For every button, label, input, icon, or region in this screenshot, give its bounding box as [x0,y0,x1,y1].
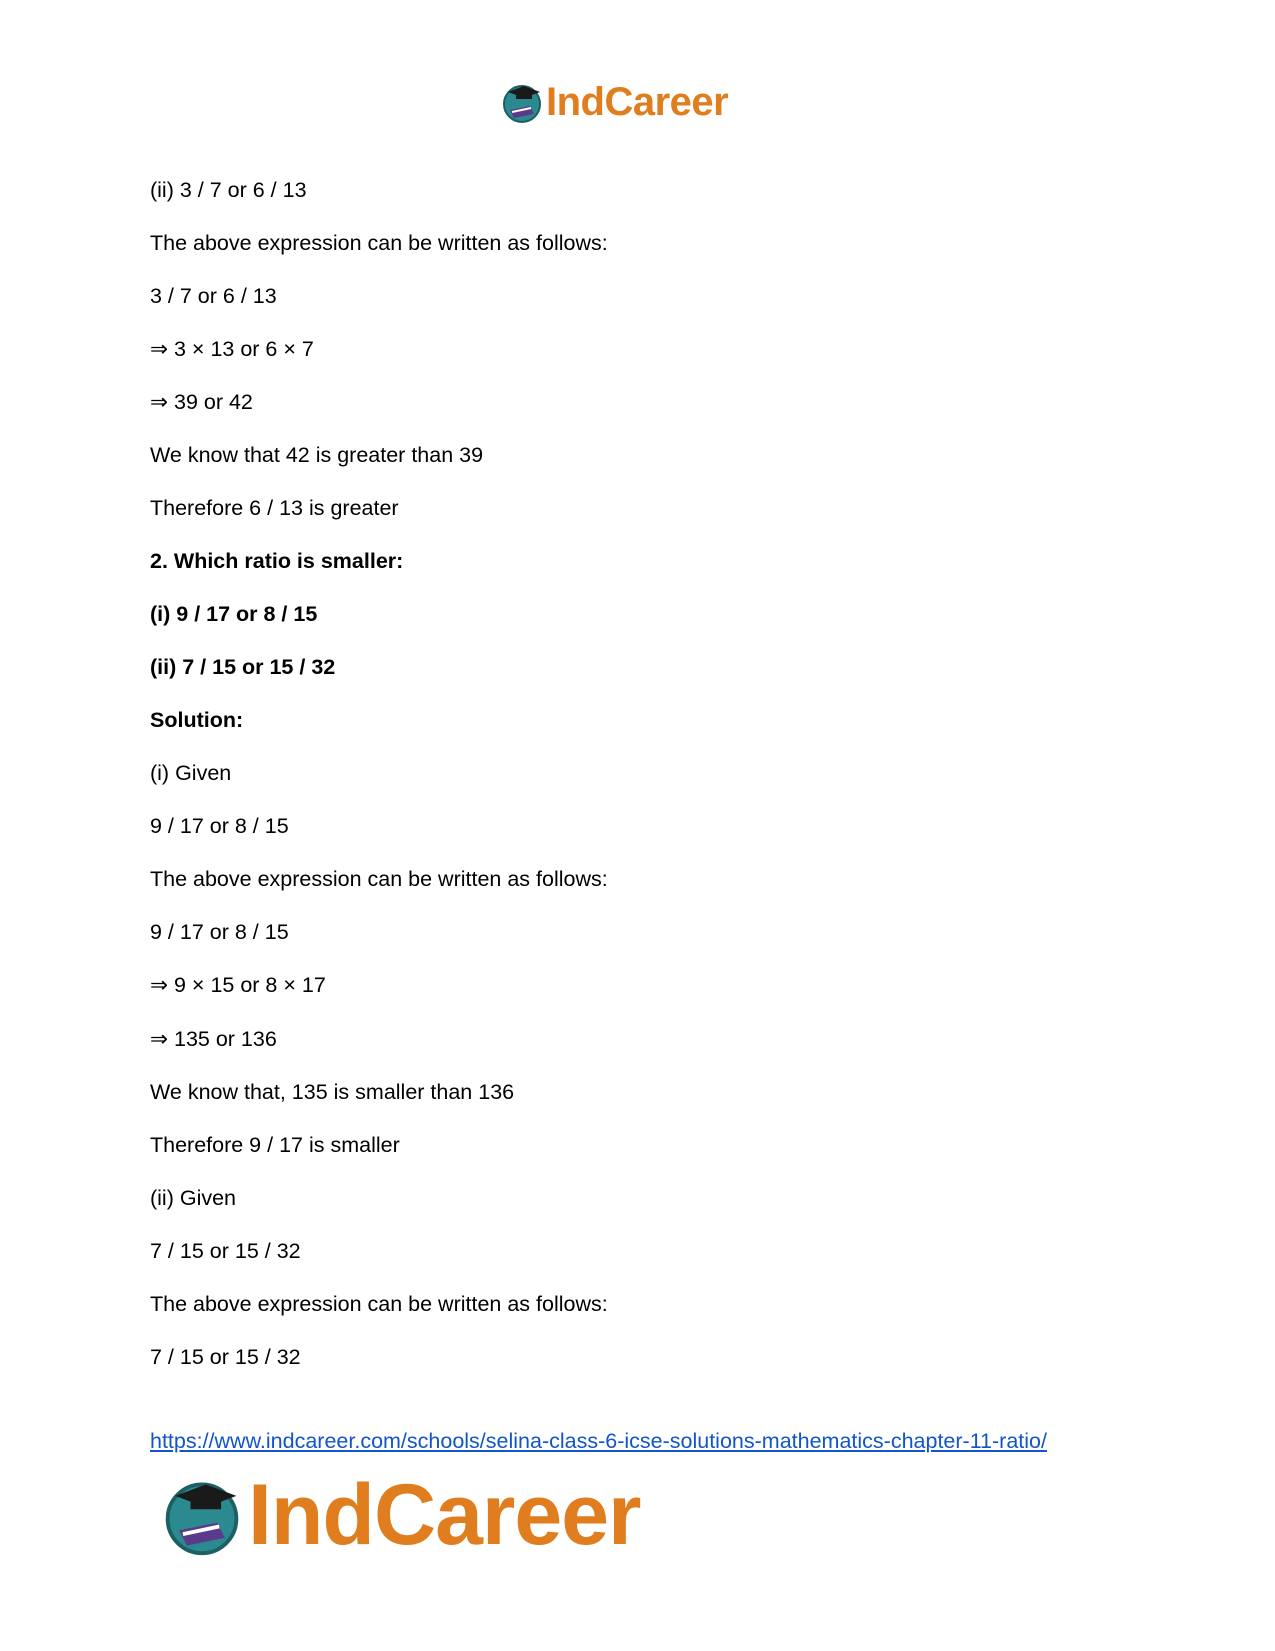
text-line: 9 / 17 or 8 / 15 [150,920,289,944]
question-heading: 2. Which ratio is smaller: [150,549,404,573]
question-part: (i) 9 / 17 or 8 / 15 [150,602,318,626]
text-line: The above expression can be written as follows: [150,1292,608,1316]
solution-heading: Solution: [150,708,244,732]
text-line: 9 / 17 or 8 / 15 [150,814,289,838]
text-line: We know that 42 is greater than 39 [150,443,484,467]
text-line: ⇒ 135 or 136 [150,1027,277,1051]
header-logo-text: IndCareer [546,79,729,124]
globe-graduation-cap-icon [160,1473,244,1557]
text-line: (ii) Given [150,1186,237,1210]
question-part: (ii) 7 / 15 or 15 / 32 [150,655,336,679]
text-line: (i) Given [150,761,232,785]
text-line: 7 / 15 or 15 / 32 [150,1345,301,1369]
text-line: 7 / 15 or 15 / 32 [150,1239,301,1263]
text-line: The above expression can be written as follows: [150,867,608,891]
source-link[interactable]: https://www.indcareer.com/schools/selina-class-6-icse-solutions-mathematics-chapter-11-ratio/ [150,1429,1047,1453]
text-line: ⇒ 3 × 13 or 6 × 7 [150,337,314,361]
text-line: Therefore 6 / 13 is greater [150,496,399,520]
globe-graduation-cap-icon [500,80,544,124]
footer-logo-text: IndCareer [248,1466,641,1563]
header-logo [500,78,728,126]
text-line: We know that, 135 is smaller than 136 [150,1080,515,1104]
text-line: ⇒ 9 × 15 or 8 × 17 [150,973,326,997]
text-line: Therefore 9 / 17 is smaller [150,1133,400,1157]
text-line: The above expression can be written as follows: [150,231,608,255]
text-line: ⇒ 39 or 42 [150,390,253,414]
footer-logo [160,1466,641,1563]
text-line: 3 / 7 or 6 / 13 [150,284,277,308]
text-line: (ii) 3 / 7 or 6 / 13 [150,178,307,202]
